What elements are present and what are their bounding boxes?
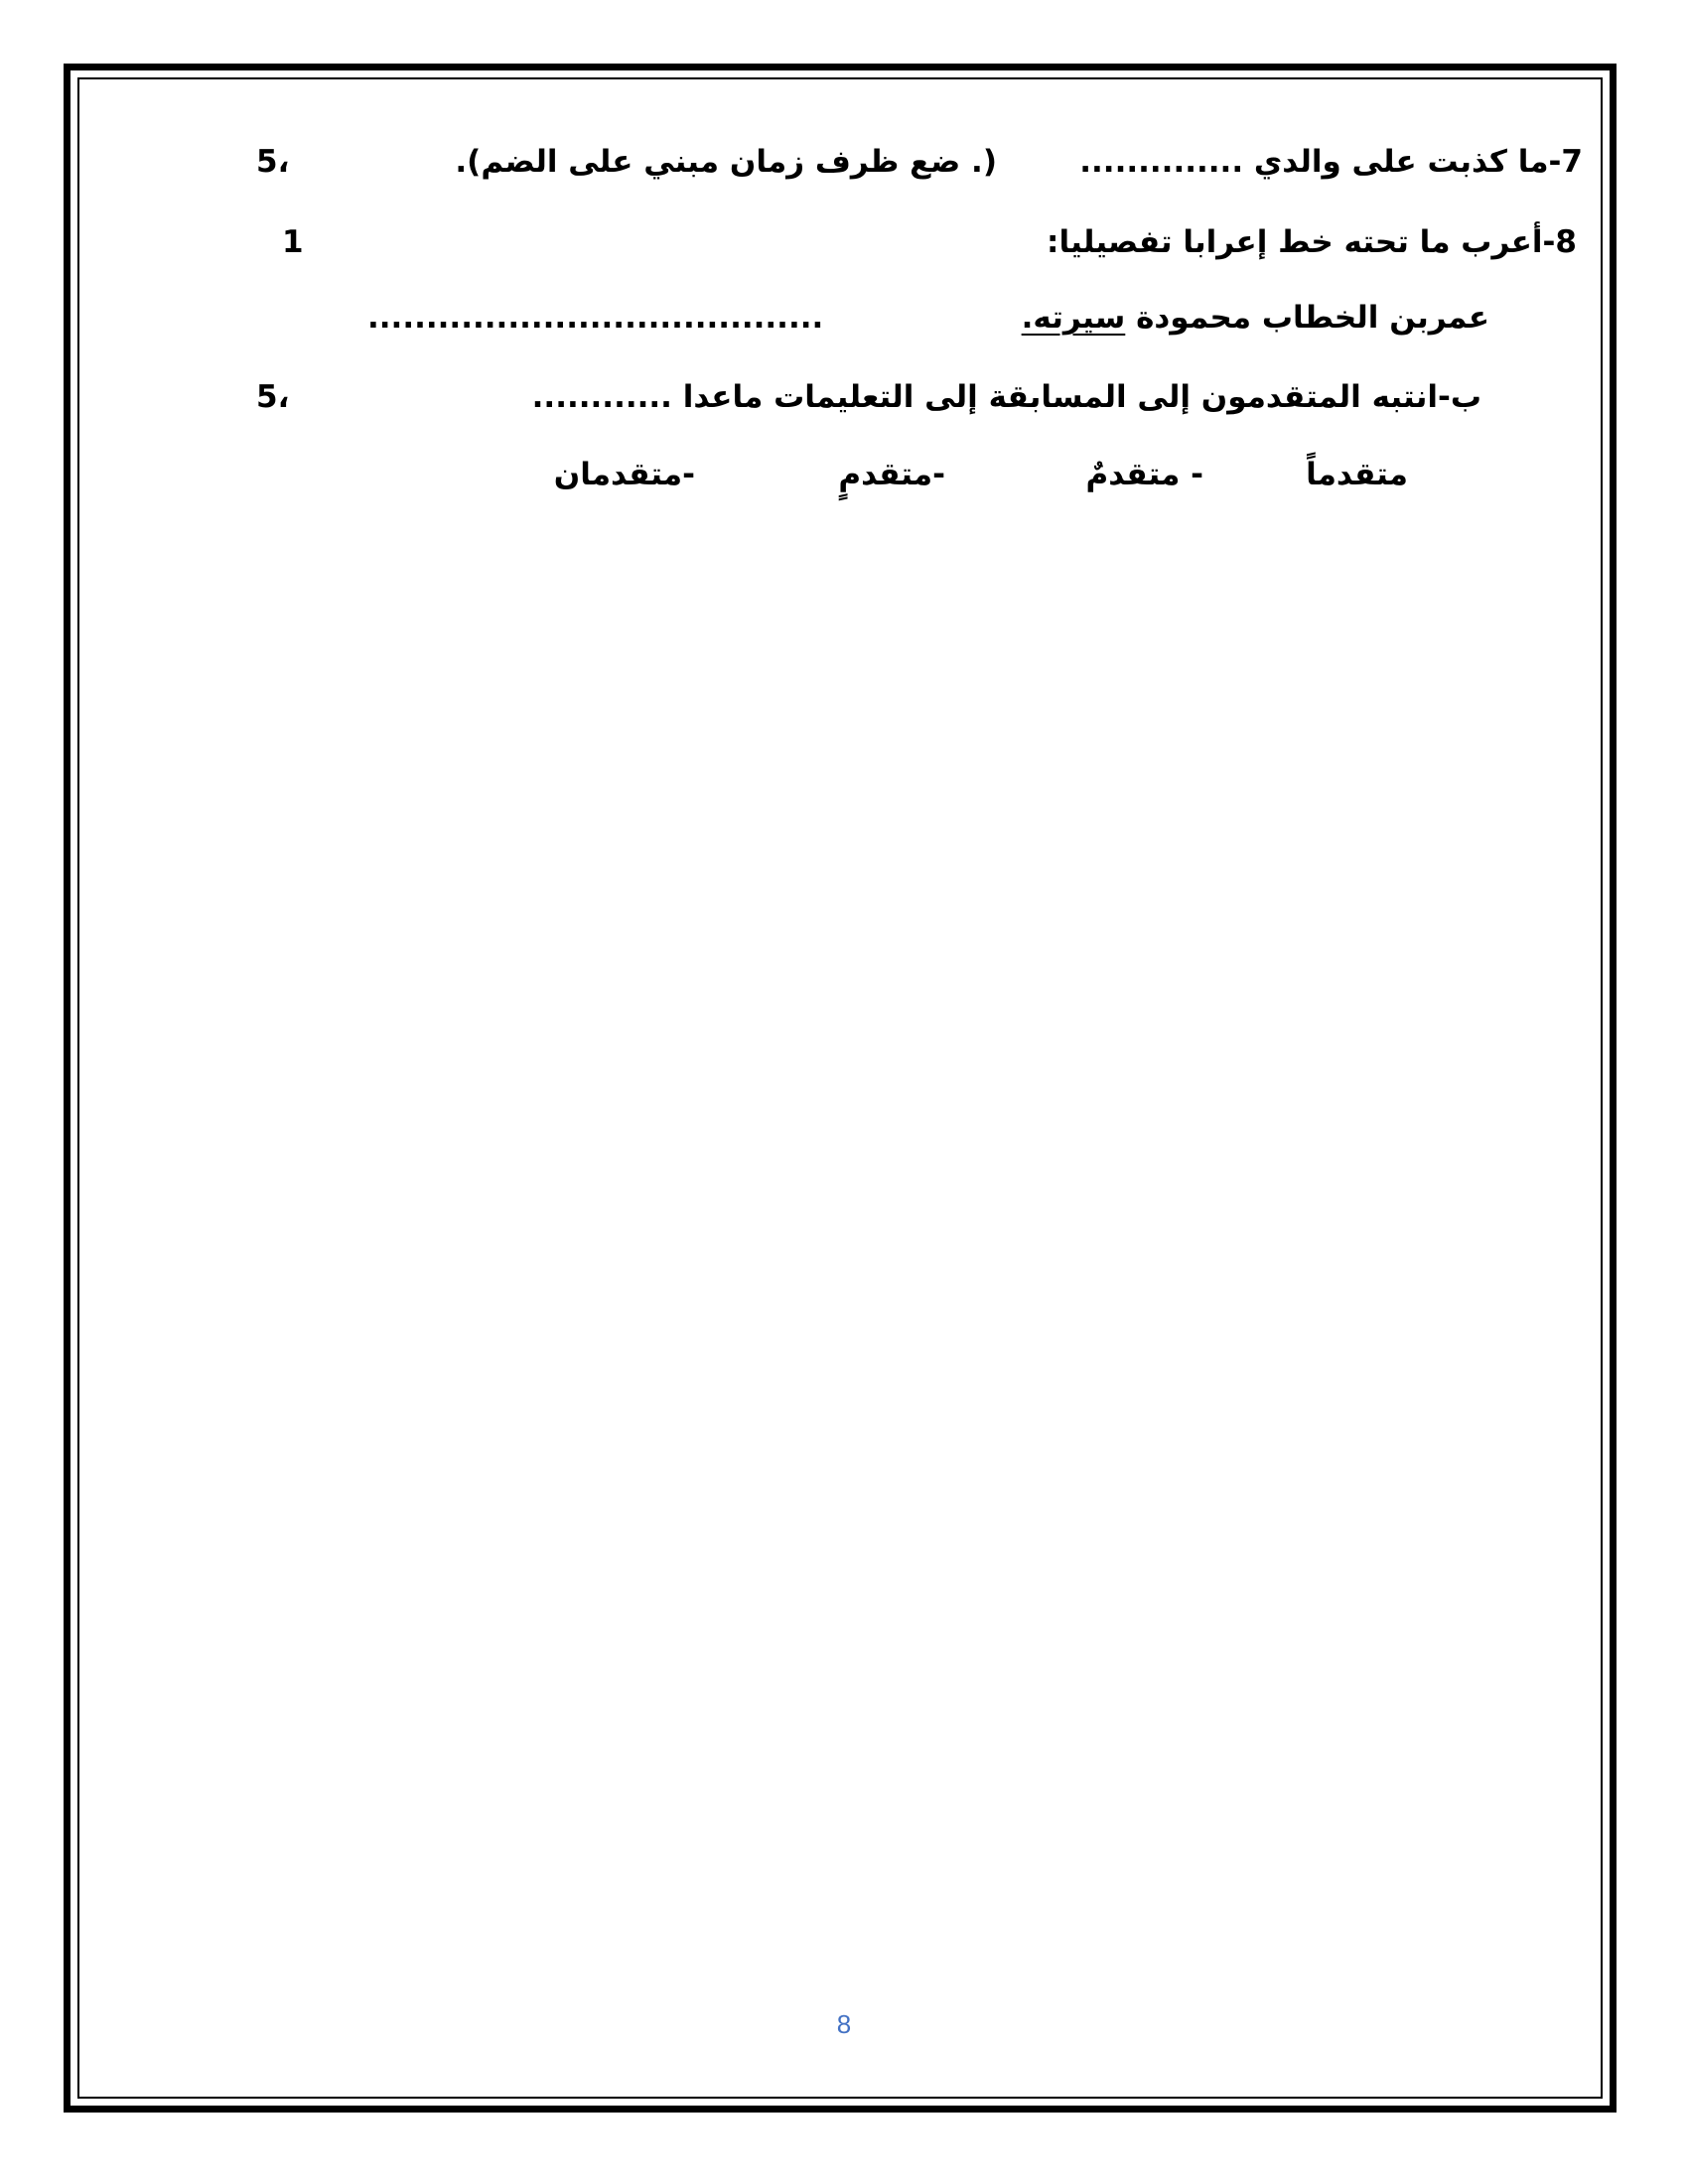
- question-7-score: 5،: [256, 144, 290, 180]
- question-7-text: 7-ما كذبت على والدي ..............: [1079, 144, 1583, 180]
- option-1: متقدماً: [1306, 457, 1408, 492]
- sentence-underlined-word: سيرته.: [1021, 300, 1126, 336]
- option-3: -متقدمٍ: [838, 457, 945, 492]
- question-8-sentence: [1022, 298, 1489, 338]
- option-2: - متقدمٌ: [1085, 457, 1203, 492]
- page-number: 8: [836, 2009, 852, 2039]
- question-7-instruction: (. ضع ظرف زمان مبني على الضم).: [455, 144, 997, 180]
- option-4: -متقدمان: [553, 457, 695, 492]
- question-8-answer-line: .......................................: [367, 300, 824, 336]
- sentence-start: عمربن الخطاب محمودة: [1125, 300, 1489, 336]
- question-b-score: 5،: [256, 379, 290, 415]
- question-8-score: 1: [282, 224, 304, 260]
- question-b-text: ب-انتبه المتقدمون إلى المسابقة إلى التعليمات ماعدا ............: [531, 379, 1481, 415]
- question-8-text: 8-أعرب ما تحته خط إعرابا تفصيليا:: [1047, 224, 1577, 260]
